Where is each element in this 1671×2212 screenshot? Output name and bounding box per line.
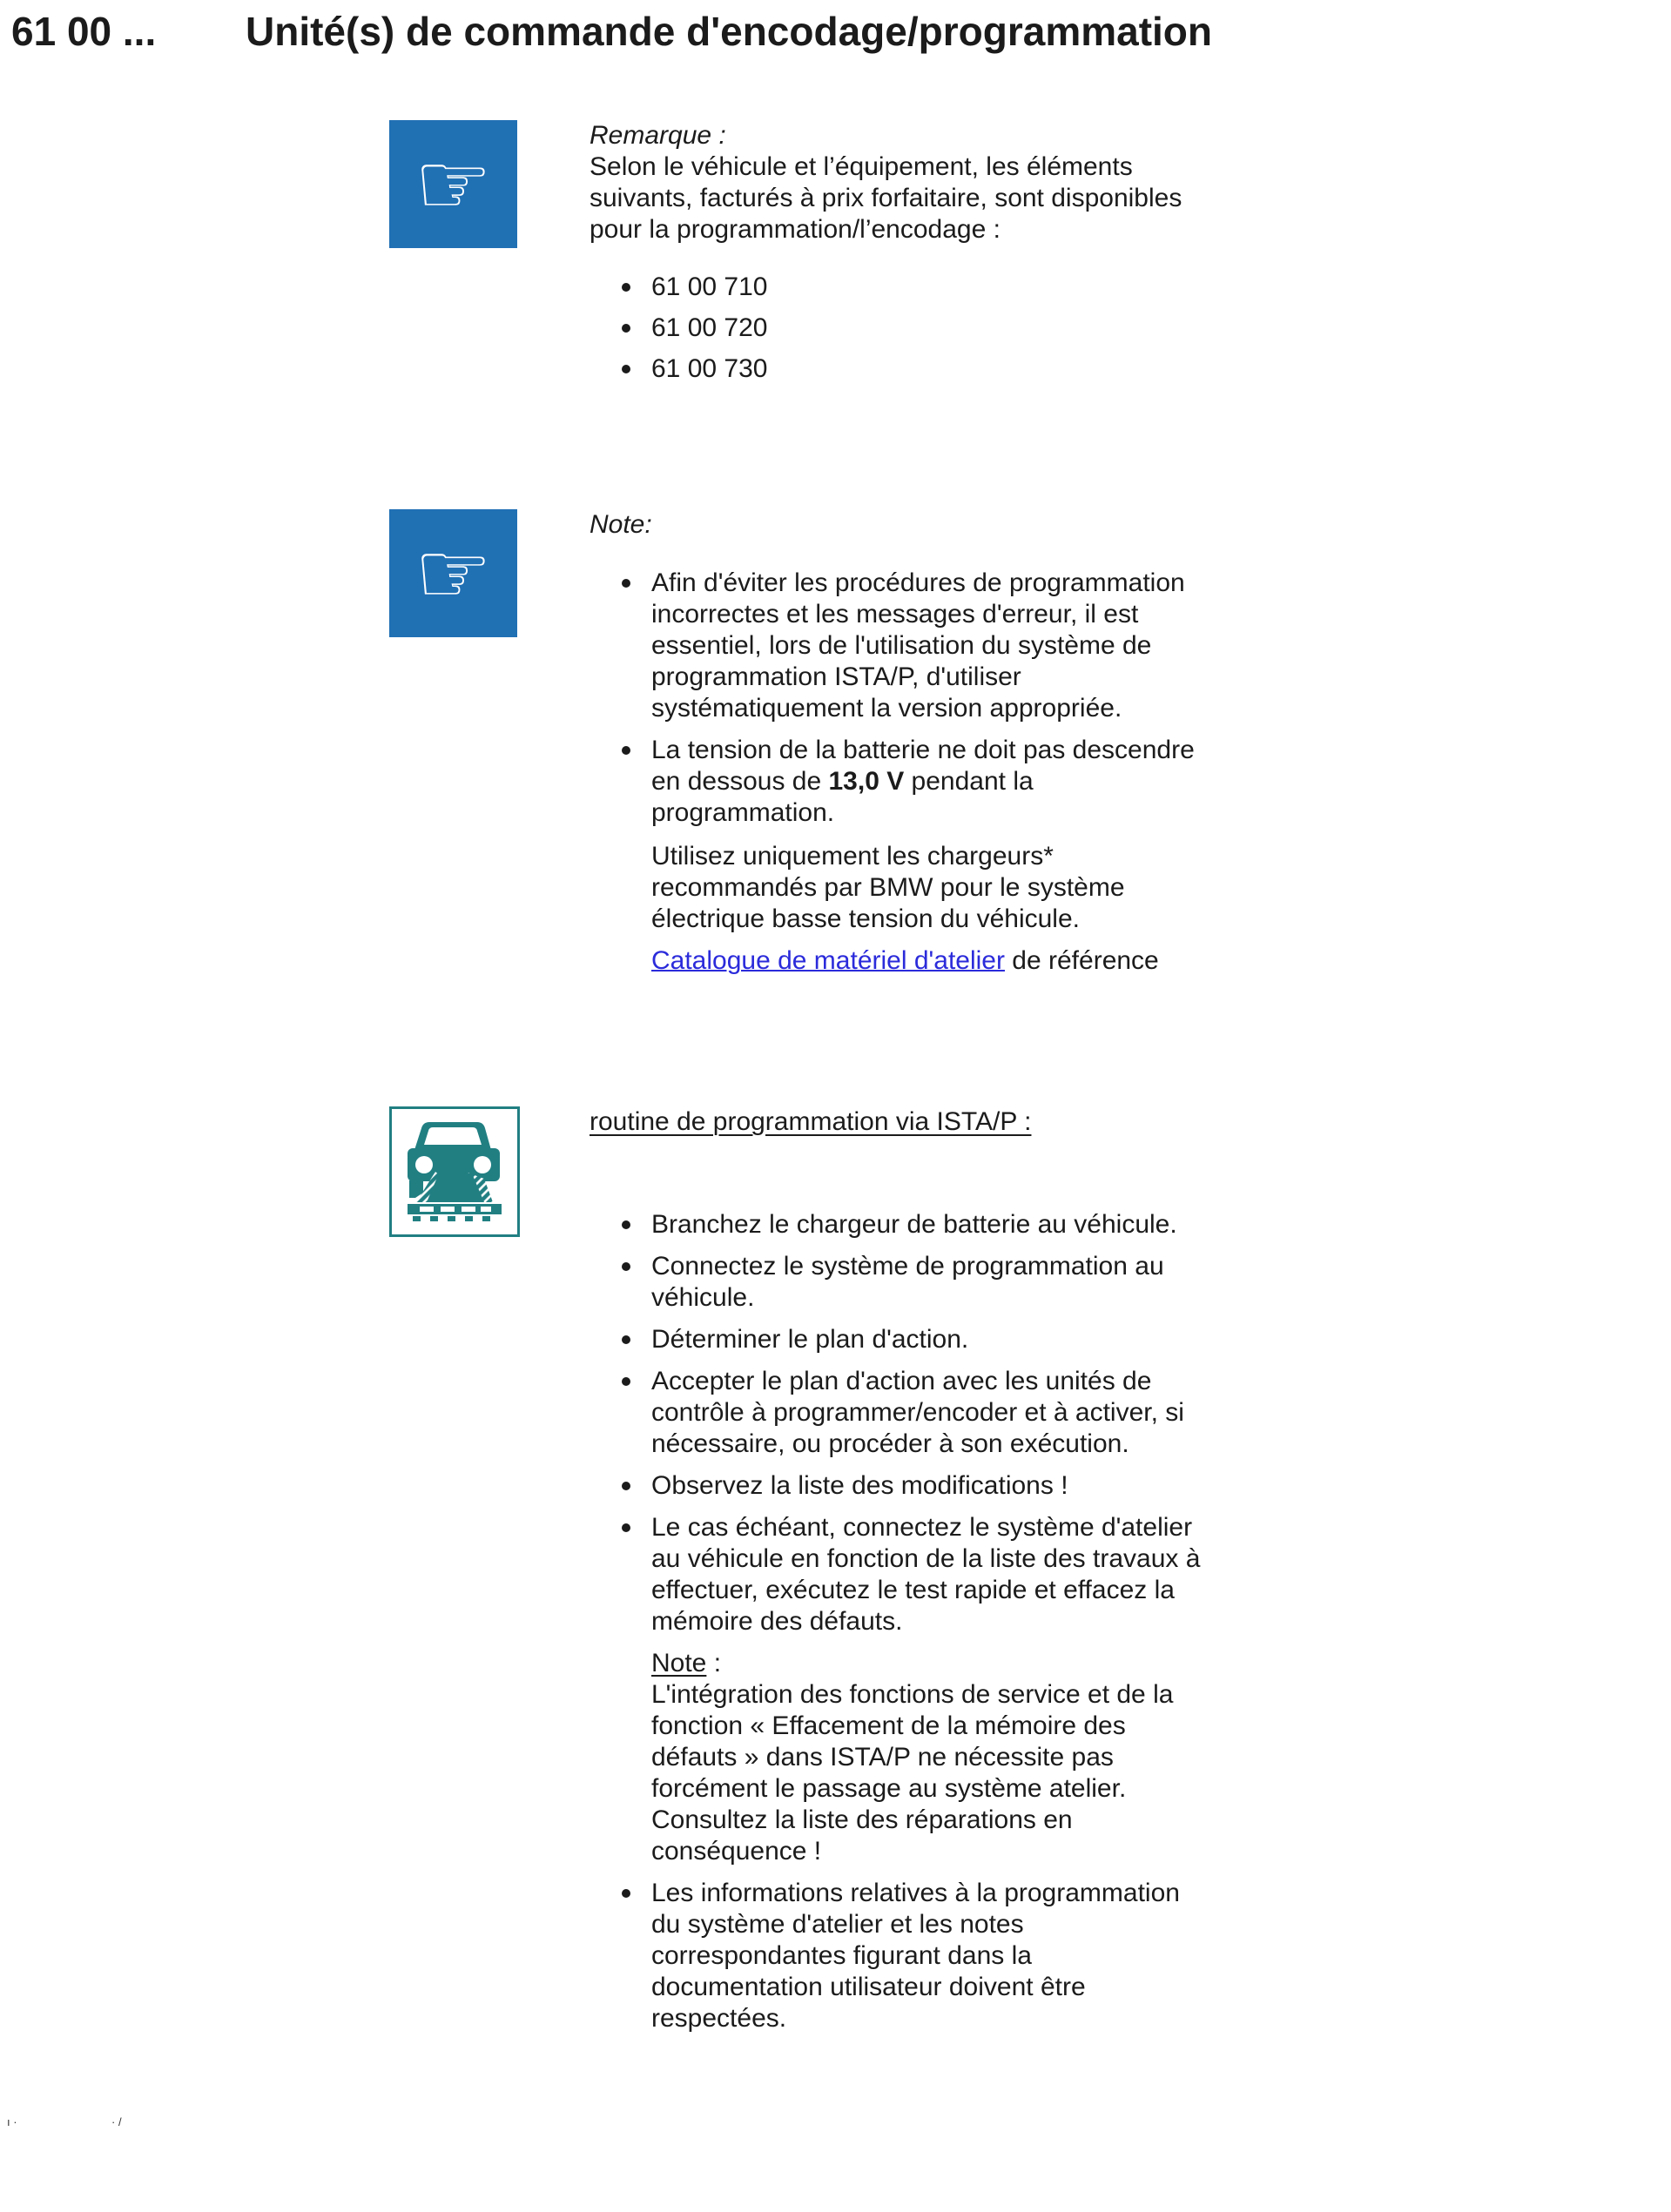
workshop-catalog-link[interactable]: Catalogue de matériel d'atelier	[651, 946, 1005, 975]
battery-voltage-text-post: pendant la programmation.	[651, 767, 1034, 827]
catalog-link-suffix: de référence	[1004, 946, 1159, 975]
document-code: 61 00 ...	[11, 9, 157, 54]
pointing-hand-glyph: ☞	[414, 521, 493, 624]
list-item	[590, 735, 1225, 977]
list-item: Les informations relatives à la programmation du système d'atelier et les notes correspondantes figurant dans la documentation utilisateur doivent être respectées.	[590, 1878, 1225, 2034]
list-item: 61 00 730	[590, 353, 1225, 385]
sub-note-paragraph: L'intégration des fonctions de service et de la fonction « Effacement de la mémoire des défauts » dans ISTA/P ne nécessite pas forcément le passage au système atelier. Consultez la liste des réparations en conséquence !	[651, 1680, 1174, 1866]
list-item: Accepter le plan d'action avec les unités de contrôle à programmer/encoder et à activer, si nécessaire, ou procéder à son exécution.	[590, 1366, 1225, 1460]
list-item: 61 00 710	[590, 272, 1225, 303]
sub-note-heading	[651, 1648, 1208, 1679]
charger-paragraph: Utilisez uniquement les chargeurs* recommandés par BMW pour le système électrique basse tension du véhicule.	[651, 842, 1125, 933]
note-label: Note:	[590, 510, 652, 539]
pointing-hand-note-icon	[389, 509, 517, 637]
battery-voltage-value: 13,0 V	[828, 767, 905, 796]
remark-intro: Selon le véhicule et l’équipement, les éléments suivants, facturés à prix forfaitaire, sont disponibles pour la programmation/l’encodage :	[590, 152, 1183, 244]
list-item: Connectez le système de programmation au véhicule.	[590, 1251, 1225, 1314]
routine-text-block	[590, 1106, 1225, 2045]
remark-bullet-list	[590, 272, 1225, 385]
catalog-link-line	[651, 945, 1208, 977]
sub-note-colon: :	[706, 1649, 722, 1677]
sub-note-label: Note	[651, 1649, 707, 1677]
workshop-system-text: Le cas échéant, connectez le système d'atelier au véhicule en fonction de la liste des travaux à effectuer, exécutez le test rapide et effacez la mémoire des défauts.	[651, 1513, 1201, 1636]
list-item: 61 00 720	[590, 313, 1225, 344]
list-item: Afin d'éviter les procédures de programmation incorrectes et les messages d'erreur, il est essentiel, lors de l'utilisation du système de programmation ISTA/P, d'utiliser systématiquement la version appropriée.	[590, 568, 1225, 724]
routine-bullet-list	[590, 1209, 1225, 2034]
routine-heading-link[interactable]: routine de programmation via ISTA/P :	[590, 1107, 1032, 1136]
list-item: Branchez le chargeur de batterie au véhicule.	[590, 1209, 1225, 1240]
car-module-graphic	[401, 1118, 509, 1226]
routine-heading-line	[590, 1106, 1225, 1138]
note-text-block	[590, 509, 1225, 987]
battery-voltage-text-pre: La tension de la batterie ne doit pas descendre en dessous de	[651, 736, 1195, 796]
list-item: Observez la liste des modifications !	[590, 1470, 1225, 1502]
pointing-hand-glyph: ☞	[414, 132, 493, 235]
pointing-hand-note-icon	[389, 120, 517, 248]
page-title: Unité(s) de commande d'encodage/programmation	[246, 9, 1212, 54]
footer-fragment-left: ı ·	[7, 2115, 17, 2128]
footer-fragment-right: · /	[111, 2115, 122, 2128]
list-item	[590, 1512, 1225, 1867]
car-over-control-module-icon	[389, 1106, 520, 1237]
remark-label: Remarque :	[590, 121, 726, 150]
note-bullet-list	[590, 568, 1225, 977]
list-item: Déterminer le plan d'action.	[590, 1324, 1225, 1355]
remark-text-block	[590, 120, 1225, 394]
